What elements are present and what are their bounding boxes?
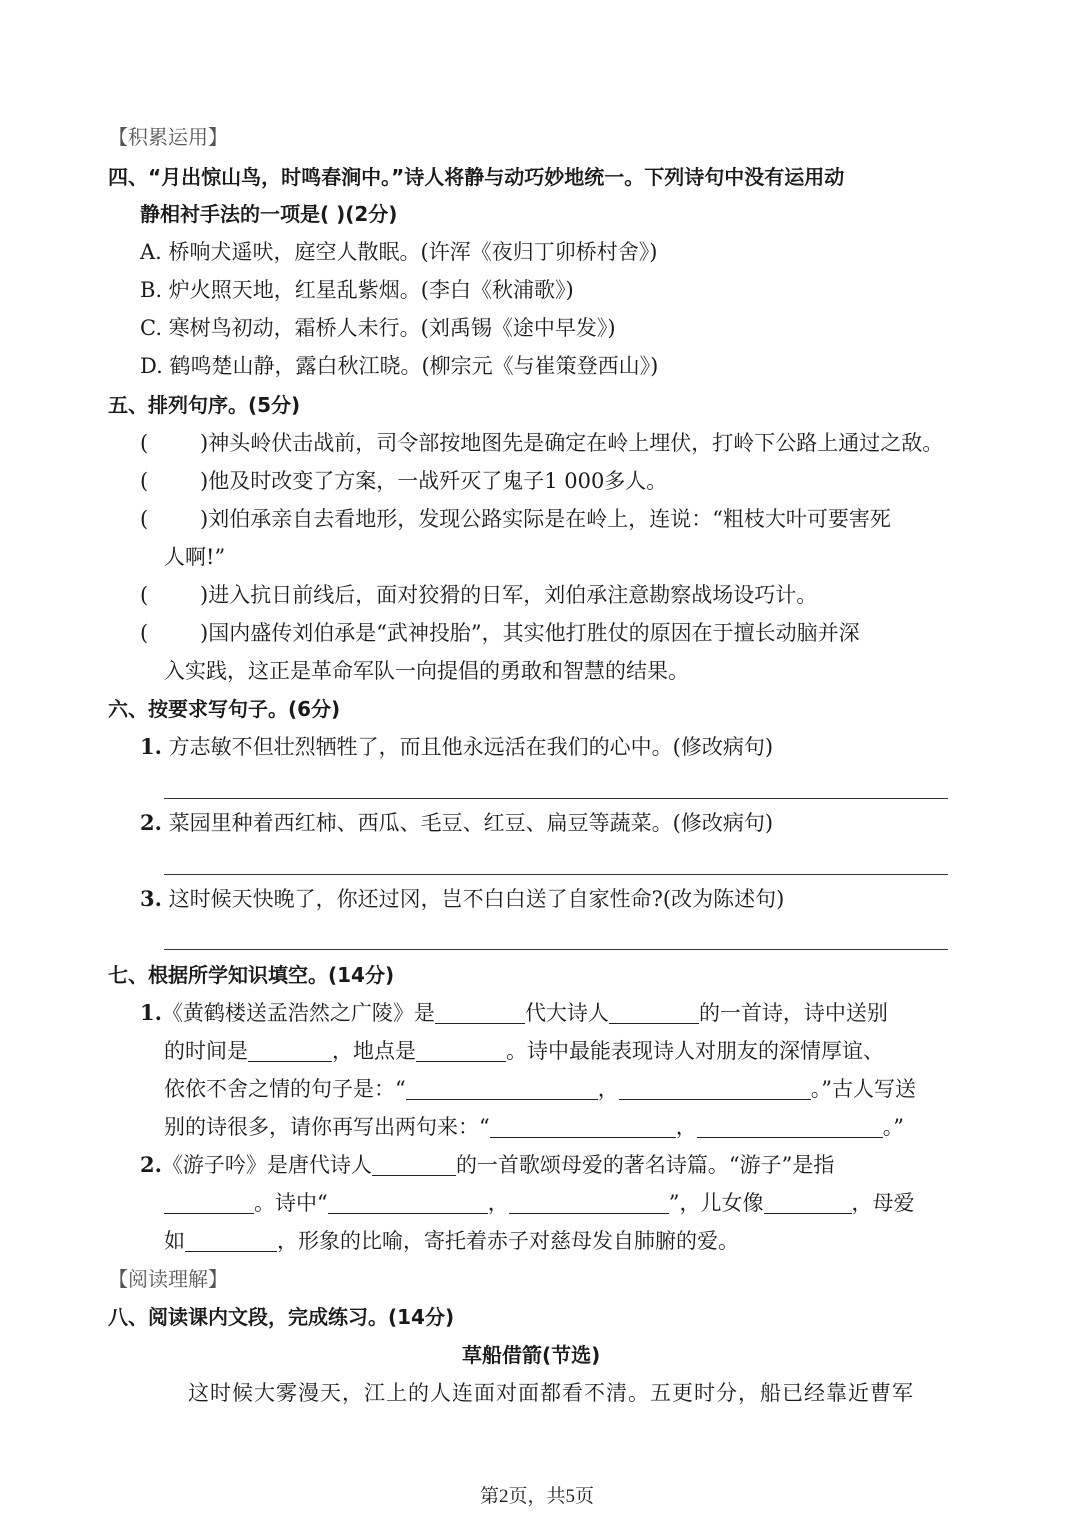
- q6-item-3-text: 这时候天快晚了，你还过冈，岂不白白送了自家性命?(改为陈述句): [168, 887, 785, 911]
- q7-p2-line2: [164, 1188, 915, 1218]
- q7-p1-line3: [164, 1074, 916, 1104]
- q5-item-1: [140, 428, 943, 458]
- q6-answer-line-3[interactable]: [164, 949, 948, 950]
- q7-p1-text-j: 别的诗很多，请你再写出两句来：“: [164, 1115, 490, 1139]
- q7-p2-line3: [164, 1226, 739, 1256]
- q7-p1-line2: [164, 1036, 884, 1066]
- q5-item-1-text: )神头岭伏击战前，司令部按地图先是确定在岭上埋伏，打岭下公路上通过之敌。: [200, 431, 944, 455]
- q7-p1-text-a: 《黄鹤楼送孟浩然之广陵》是: [161, 1001, 435, 1025]
- passage-line-1: 这时候大雾漫天，江上的人连面对面都看不清。五更时分，船已经靠近曹军: [188, 1381, 914, 1405]
- q7-p2-text-g: 如: [164, 1229, 185, 1253]
- blank-place[interactable]: [416, 1039, 506, 1062]
- q4-option-c: C. 寒树鸟初动，霜桥人未行。(刘禹锡《途中早发》): [140, 316, 616, 340]
- section-tag-accumulation: 【积累运用】: [108, 125, 228, 149]
- q8-title: 八、阅读课内文段，完成练习。(14分): [108, 1305, 455, 1329]
- q6-answer-line-1[interactable]: [164, 798, 948, 799]
- blank-poet[interactable]: [609, 1001, 699, 1024]
- q6-item-3: [140, 884, 784, 914]
- q7-title: 七、根据所学知识填空。(14分): [108, 963, 395, 987]
- q5-item-3: [140, 504, 891, 534]
- q7-p2-text-d: ，: [487, 1191, 509, 1215]
- section-tag-reading: 【阅读理解】: [108, 1267, 228, 1291]
- q7-p2-text-h: ，形象的比喻，寄托着赤子对慈母发自肺腑的爱。: [277, 1229, 739, 1253]
- q5-item-2: [140, 466, 667, 496]
- q5-item-5-cont: 入实践，这正是革命军队一向提倡的勇敢和智慧的结果。: [164, 659, 689, 683]
- q4-option-d: D. 鹤鸣楚山静，露白秋江晓。(柳宗元《与崔策登西山》): [140, 354, 659, 378]
- q6-item-1-text: 方志敏不但壮烈牺牲了，而且他永远活在我们的心中。(修改病句): [168, 735, 774, 759]
- q7-p1-line4: [164, 1112, 904, 1142]
- q7-p1-line1: [140, 998, 888, 1028]
- q7-p1-text-g: 依依不舍之情的句子是：“: [164, 1077, 406, 1101]
- q5-paren: (: [140, 507, 149, 531]
- q7-p1-text-f: 。诗中最能表现诗人对朋友的深情厚谊、: [506, 1039, 884, 1063]
- q7-p2-line1: [140, 1150, 834, 1180]
- q5-paren: (: [140, 469, 149, 493]
- blank-poet-2[interactable]: [372, 1153, 456, 1176]
- q7-p1-text-e: ，地点是: [332, 1039, 416, 1063]
- blank-line-b[interactable]: [619, 1077, 811, 1100]
- q6-item-3-num: 3.: [140, 886, 162, 911]
- blank-children[interactable]: [764, 1191, 852, 1214]
- q6-title: 六、按要求写句子。(6分): [108, 697, 341, 721]
- q7-p1-text-h: ，: [597, 1077, 619, 1101]
- q6-item-2-num: 2.: [140, 810, 162, 835]
- q6-answer-line-2[interactable]: [164, 874, 948, 875]
- q5-item-4-text: )进入抗日前线后，面对狡猾的日军，刘伯承注意勘察战场设巧计。: [200, 583, 818, 607]
- q7-p1-text-k: ，: [675, 1115, 697, 1139]
- blank-farewell-a[interactable]: [490, 1115, 676, 1138]
- q7-p1-text-c: 的一首诗，诗中送别: [698, 1001, 888, 1025]
- q5-item-4: [140, 580, 817, 610]
- q4-option-b: B. 炉火照天地，红星乱紫烟。(李白《秋浦歌》): [140, 278, 574, 302]
- passage-title: 草船借箭(节选): [462, 1343, 601, 1367]
- blank-dynasty[interactable]: [435, 1001, 525, 1024]
- q7-p2-num: 2.: [140, 1152, 162, 1177]
- q7-p2-text-f: ，母爱: [851, 1191, 915, 1215]
- blank-mother-love[interactable]: [185, 1229, 277, 1252]
- q7-p2-text-e: ”，儿女像: [668, 1191, 764, 1215]
- q7-p2-text-a: 《游子吟》是唐代诗人: [161, 1153, 372, 1177]
- q5-item-5-text: )国内盛传刘伯承是“武神投胎”，其实他打胜仗的原因在于擅长动脑并深: [200, 621, 860, 645]
- q5-item-2-text: )他及时改变了方案，一战歼灭了鬼子1 000多人。: [200, 469, 668, 493]
- q6-item-1: [140, 732, 773, 762]
- blank-time[interactable]: [248, 1039, 332, 1062]
- q7-p1-text-i: 。”古人写送: [810, 1077, 916, 1101]
- q7-p1-text-l: 。”: [882, 1115, 904, 1139]
- q5-paren: (: [140, 583, 149, 607]
- q6-item-1-num: 1.: [140, 734, 162, 759]
- q4-stem-line1: 四、“月出惊山鸟，时鸣春涧中。”诗人将静与动巧妙地统一。下列诗句中没有运用动: [108, 165, 845, 189]
- page-number: 第2页，共5页: [480, 1486, 595, 1507]
- q7-p2-text-c: 。诗中“: [254, 1191, 328, 1215]
- q7-p2-text-b: 的一首歌颂母爱的著名诗篇。“游子”是指: [455, 1153, 835, 1177]
- q5-paren: (: [140, 621, 149, 645]
- blank-line-a[interactable]: [406, 1077, 598, 1100]
- blank-farewell-b[interactable]: [697, 1115, 883, 1138]
- blank-verse-a[interactable]: [328, 1191, 488, 1214]
- q4-option-a: A. 桥响犬遥吠，庭空人散眠。(许浑《夜归丁卯桥村舍》): [140, 240, 658, 264]
- q6-item-2: [140, 808, 773, 838]
- q5-item-3-text: )刘伯承亲自去看地形，发现公路实际是在岭上，连说：“粗枝大叶可要害死: [200, 507, 891, 531]
- q5-item-3-cont: 人啊!”: [164, 545, 226, 569]
- q6-item-2-text: 菜园里种着西红柿、西瓜、毛豆、红豆、扁豆等蔬菜。(修改病句): [168, 811, 774, 835]
- q5-paren: (: [140, 431, 149, 455]
- blank-youzi[interactable]: [164, 1191, 254, 1214]
- q7-p1-text-d: 的时间是: [164, 1039, 248, 1063]
- q5-title: 五、排列句序。(5分): [108, 393, 301, 417]
- blank-verse-b[interactable]: [509, 1191, 669, 1214]
- q4-stem-line2: 静相衬手法的一项是( )(2分): [140, 202, 398, 226]
- q5-item-5: [140, 618, 860, 648]
- q7-p1-num: 1.: [140, 1000, 162, 1025]
- q7-p1-text-b: 代大诗人: [524, 1001, 609, 1025]
